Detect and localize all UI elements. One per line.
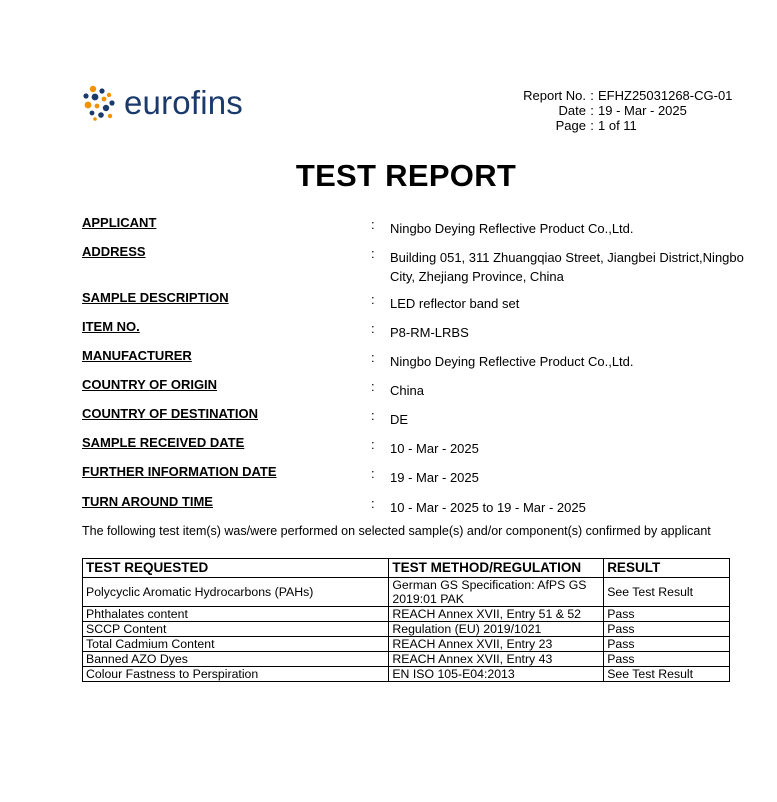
column-header-method: TEST METHOD/REGULATION [389,559,604,578]
page-title: TEST REPORT [295,158,517,193]
field-value: Ningbo Deying Reflective Product Co.,Ltd. [390,221,634,236]
field-colon: : [371,379,375,394]
report-number-label: Report No. [523,88,586,103]
field-label: MANUFACTURER [82,348,192,363]
field-label: ADDRESS [82,244,146,259]
meta-colon: : [590,103,594,118]
test-method-cell: REACH Annex XVII, Entry 23 [389,637,604,652]
field-value: 10 - Mar - 2025 to 19 - Mar - 2025 [390,500,586,515]
table-row [83,622,730,637]
field-value: Ningbo Deying Reflective Product Co.,Ltd. [390,354,634,369]
test-name-cell: Banned AZO Dyes [83,652,389,667]
field-colon: : [371,292,375,307]
report-number-value: EFHZ25031268-CG-01 [598,88,733,103]
test-result-cell: See Test Result [604,667,730,682]
field-value: LED reflector band set [390,296,520,311]
test-method-cell: German GS Specification: AfPS GS 2019:01 PAK [389,578,604,607]
test-method-cell: Regulation (EU) 2019/1021 [389,622,604,637]
applicant-note: The following test item(s) was/were performed on selected sample(s) and/or component(s) confirmed by applicant [82,524,711,538]
field-value: 19 - Mar - 2025 [390,470,479,485]
table-row [83,607,730,622]
column-header-result: RESULT [604,559,730,578]
field-value: China [390,383,424,398]
test-name-cell: Colour Fastness to Perspiration [83,667,389,682]
test-result-cell: Pass [604,652,730,667]
report-number-row [518,88,732,103]
test-result-cell: Pass [604,607,730,622]
field-label: FURTHER INFORMATION DATE [82,464,277,479]
table-row [83,667,730,682]
field-colon: : [371,466,375,481]
test-name-cell: Polycyclic Aromatic Hydrocarbons (PAHs) [83,578,389,607]
field-colon: : [371,217,375,232]
field-value: DE [390,412,409,427]
field-colon: : [371,496,375,511]
test-method-cell: EN ISO 105-E04:2013 [389,667,604,682]
report-date-value: 19 - Mar - 2025 [598,103,687,118]
field-value: 10 - Mar - 2025 [390,441,479,456]
field-colon: : [371,350,375,365]
field-value: P8-RM-LRBS [390,325,469,340]
test-result-cell: See Test Result [604,578,730,607]
test-name-cell: Phthalates content [83,607,389,622]
eurofins-logo-icon [82,85,118,121]
report-meta [518,88,732,133]
field-label: APPLICANT [82,215,157,230]
test-name-cell: Total Cadmium Content [83,637,389,652]
eurofins-logo [82,84,243,122]
report-date-row [518,103,732,118]
table-row [83,578,730,607]
field-label: COUNTRY OF DESTINATION [82,406,258,421]
meta-colon: : [590,118,594,133]
brand-name: eurofins [124,84,244,121]
report-date-label: Date [558,103,586,118]
test-method-cell: REACH Annex XVII, Entry 51 & 52 [389,607,604,622]
test-name-cell: SCCP Content [83,622,389,637]
field-colon: : [371,437,375,452]
field-colon: : [371,408,375,423]
meta-colon: : [590,88,594,103]
test-result-cell: Pass [604,622,730,637]
field-label: SAMPLE RECEIVED DATE [82,435,245,450]
report-page-value: 1 of 11 [598,118,637,133]
table-row [83,637,730,652]
column-header-test: TEST REQUESTED [83,559,389,578]
table-header-row [83,559,730,578]
field-label: TURN AROUND TIME [82,494,213,509]
table-row [83,652,730,667]
report-page-row [518,118,732,133]
field-colon: : [371,321,375,336]
field-label: COUNTRY OF ORIGIN [82,377,218,392]
field-label: ITEM NO. [82,319,140,334]
field-colon: : [371,246,375,261]
test-result-cell: Pass [604,637,730,652]
test-summary-table [82,558,730,682]
test-method-cell: REACH Annex XVII, Entry 43 [389,652,604,667]
field-value: Building 051, 311 Zhuangqiao Street, Jiangbei District,Ningbo City, Zhejiang Province, China [390,250,744,284]
report-page-label: Page [555,118,586,133]
field-label: SAMPLE DESCRIPTION [82,290,229,305]
